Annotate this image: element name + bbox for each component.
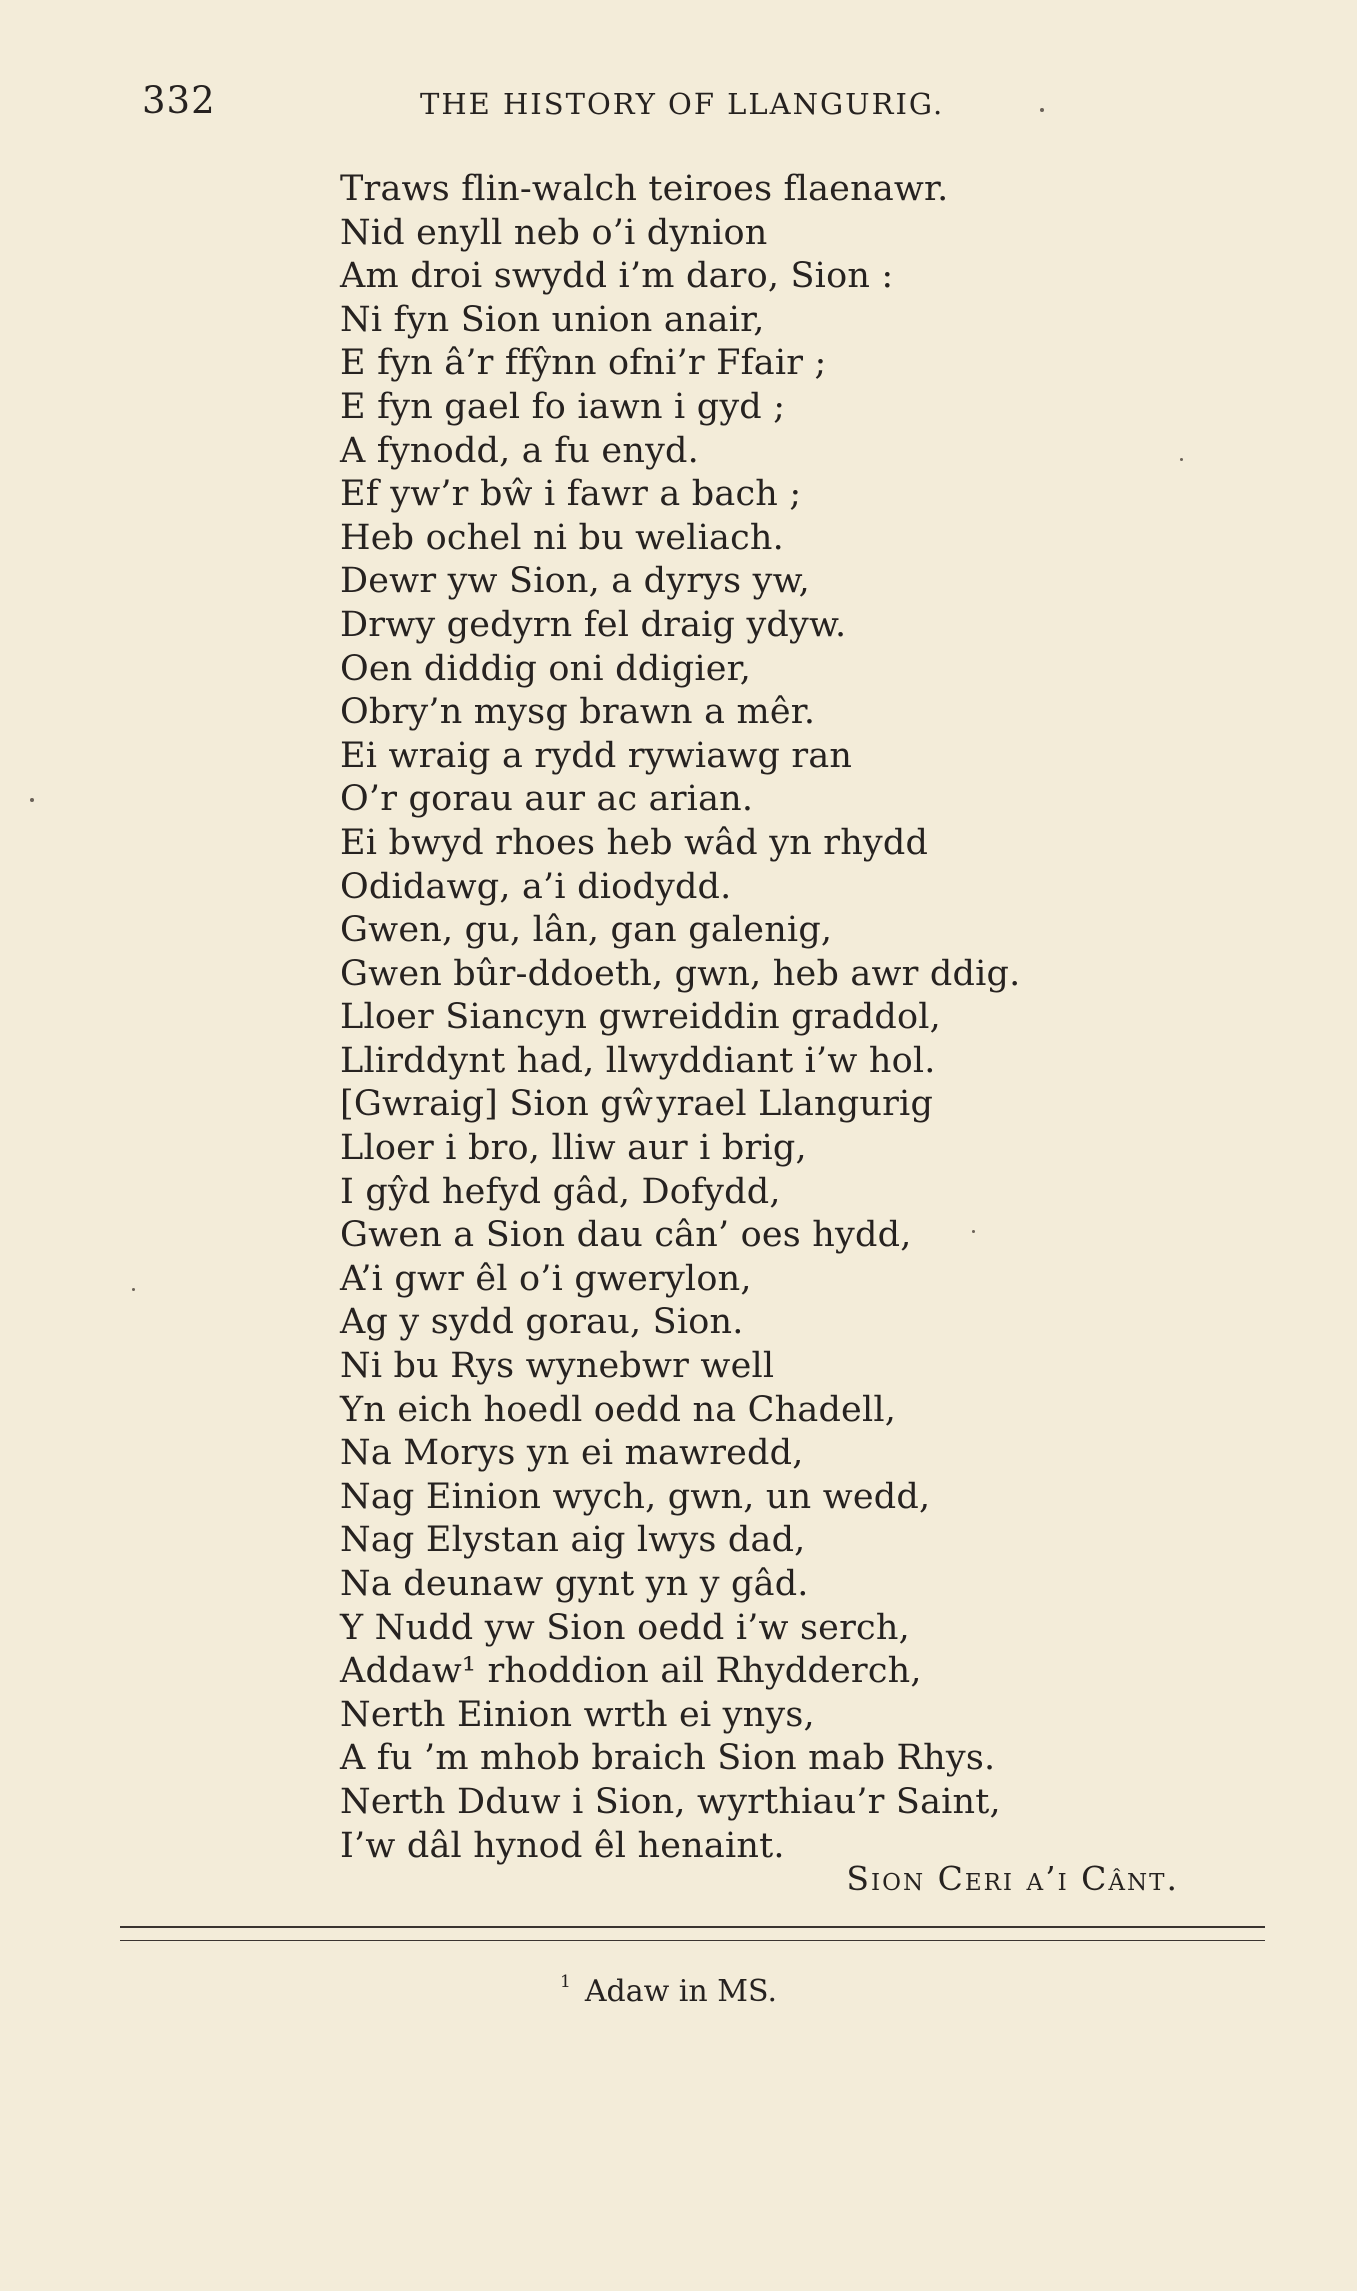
- poem-line: Heb ochel ni bu weliach.: [340, 517, 784, 558]
- footnote: [560, 1974, 777, 2007]
- poem-line: A fu ’m mhob braich Sion mab Rhys.: [340, 1738, 996, 1779]
- paper-speck: [1180, 458, 1183, 461]
- poem-line: Lloer i bro, lliw aur i brig,: [340, 1128, 807, 1169]
- poem-line: Ei wraig a rydd rywiawg ran: [340, 735, 853, 776]
- footnote-text: Adaw in MS.: [584, 1974, 777, 2009]
- poem-line: Ag y sydd gorau, Sion.: [340, 1302, 744, 1343]
- poem-line: Ni fyn Sion union anair,: [340, 299, 765, 340]
- poem-signature: Sion Ceri a’i Cânt.: [846, 1859, 1179, 1898]
- poem-line: Lloer Siancyn gwreiddin graddol,: [340, 997, 941, 1038]
- poem-line: Gwen, gu, lân, gan galenig,: [340, 910, 833, 951]
- poem-line: Nag Elystan aig lwys dad,: [340, 1520, 806, 1561]
- paper-speck: [972, 1230, 975, 1233]
- poem-line: Na deunaw gynt yn y gâd.: [340, 1564, 809, 1604]
- poem-line: E fyn â’r ffŷnn ofni’r Ffair ;: [340, 343, 827, 384]
- poem-line: E fyn gael fo iawn i gyd ;: [340, 386, 786, 427]
- poem-line: Oen diddig oni ddigier,: [340, 648, 752, 689]
- running-head: THE HISTORY OF LLANGURIG.: [420, 87, 945, 121]
- poem-line: O’r gorau aur ac arian.: [340, 779, 754, 820]
- poem-line: Addaw¹ rhoddion ail Rhydderch,: [340, 1651, 922, 1692]
- paper-speck: [30, 798, 34, 802]
- poem-line: I gŷd hefyd gâd, Dofydd,: [340, 1171, 781, 1212]
- poem-line: [Gwraig] Sion gŵyrael Llangurig: [340, 1084, 934, 1125]
- poem-line: Nerth Einion wrth ei ynys,: [340, 1694, 815, 1735]
- poem-line: A fynodd, a fu enyd.: [340, 430, 699, 471]
- poem: [340, 168, 1020, 1868]
- poem-line: Nag Einion wych, gwn, un wedd,: [340, 1476, 931, 1517]
- poem-line: I’w dâl hynod êl henaint.: [340, 1825, 785, 1866]
- poem-line: A’i gwr êl o’i gwerylon,: [340, 1258, 752, 1299]
- poem-line: Ef yw’r bŵ i fawr a bach ;: [340, 474, 802, 515]
- poem-line: Dewr yw Sion, a dyrys yw,: [340, 561, 810, 602]
- footnote-marker: 1: [560, 1972, 571, 1992]
- poem-line: Nerth Dduw i Sion, wyrthiau’r Saint,: [340, 1781, 1001, 1822]
- poem-line: Am droi swydd i’m daro, Sion :: [340, 256, 894, 297]
- poem-line: Ei bwyd rhoes heb wâd yn rhydd: [340, 822, 929, 863]
- footnote-rule-top: [120, 1926, 1265, 1928]
- poem-line: Traws flin-walch teiroes flaenawr.: [340, 169, 949, 209]
- poem-line: Yn eich hoedl oedd na Chadell,: [340, 1389, 897, 1430]
- footnote-rule-bottom: [120, 1940, 1265, 1941]
- paper-speck: [1040, 108, 1044, 112]
- paper-speck: [132, 1288, 135, 1291]
- poem-line: Nid enyll neb o’i dynion: [340, 212, 768, 253]
- poem-line: Y Nudd yw Sion oedd i’w serch,: [340, 1607, 910, 1648]
- poem-line: Odidawg, a’i diodydd.: [340, 866, 732, 907]
- poem-line: Gwen bûr-ddoeth, gwn, heb awr ddig.: [340, 953, 1021, 994]
- poem-line: Llirddynt had, llwyddiant i’w hol.: [340, 1040, 936, 1081]
- poem-line: Na Morys yn ei mawredd,: [340, 1433, 804, 1474]
- poem-line: Gwen a Sion dau cân’ oes hydd,: [340, 1215, 912, 1256]
- page-number: 332: [142, 79, 216, 122]
- poem-line: Obry’n mysg brawn a mêr.: [340, 692, 816, 733]
- poem-line: Ni bu Rys wynebwr well: [340, 1346, 775, 1387]
- poem-line: Drwy gedyrn fel draig ydyw.: [340, 604, 847, 645]
